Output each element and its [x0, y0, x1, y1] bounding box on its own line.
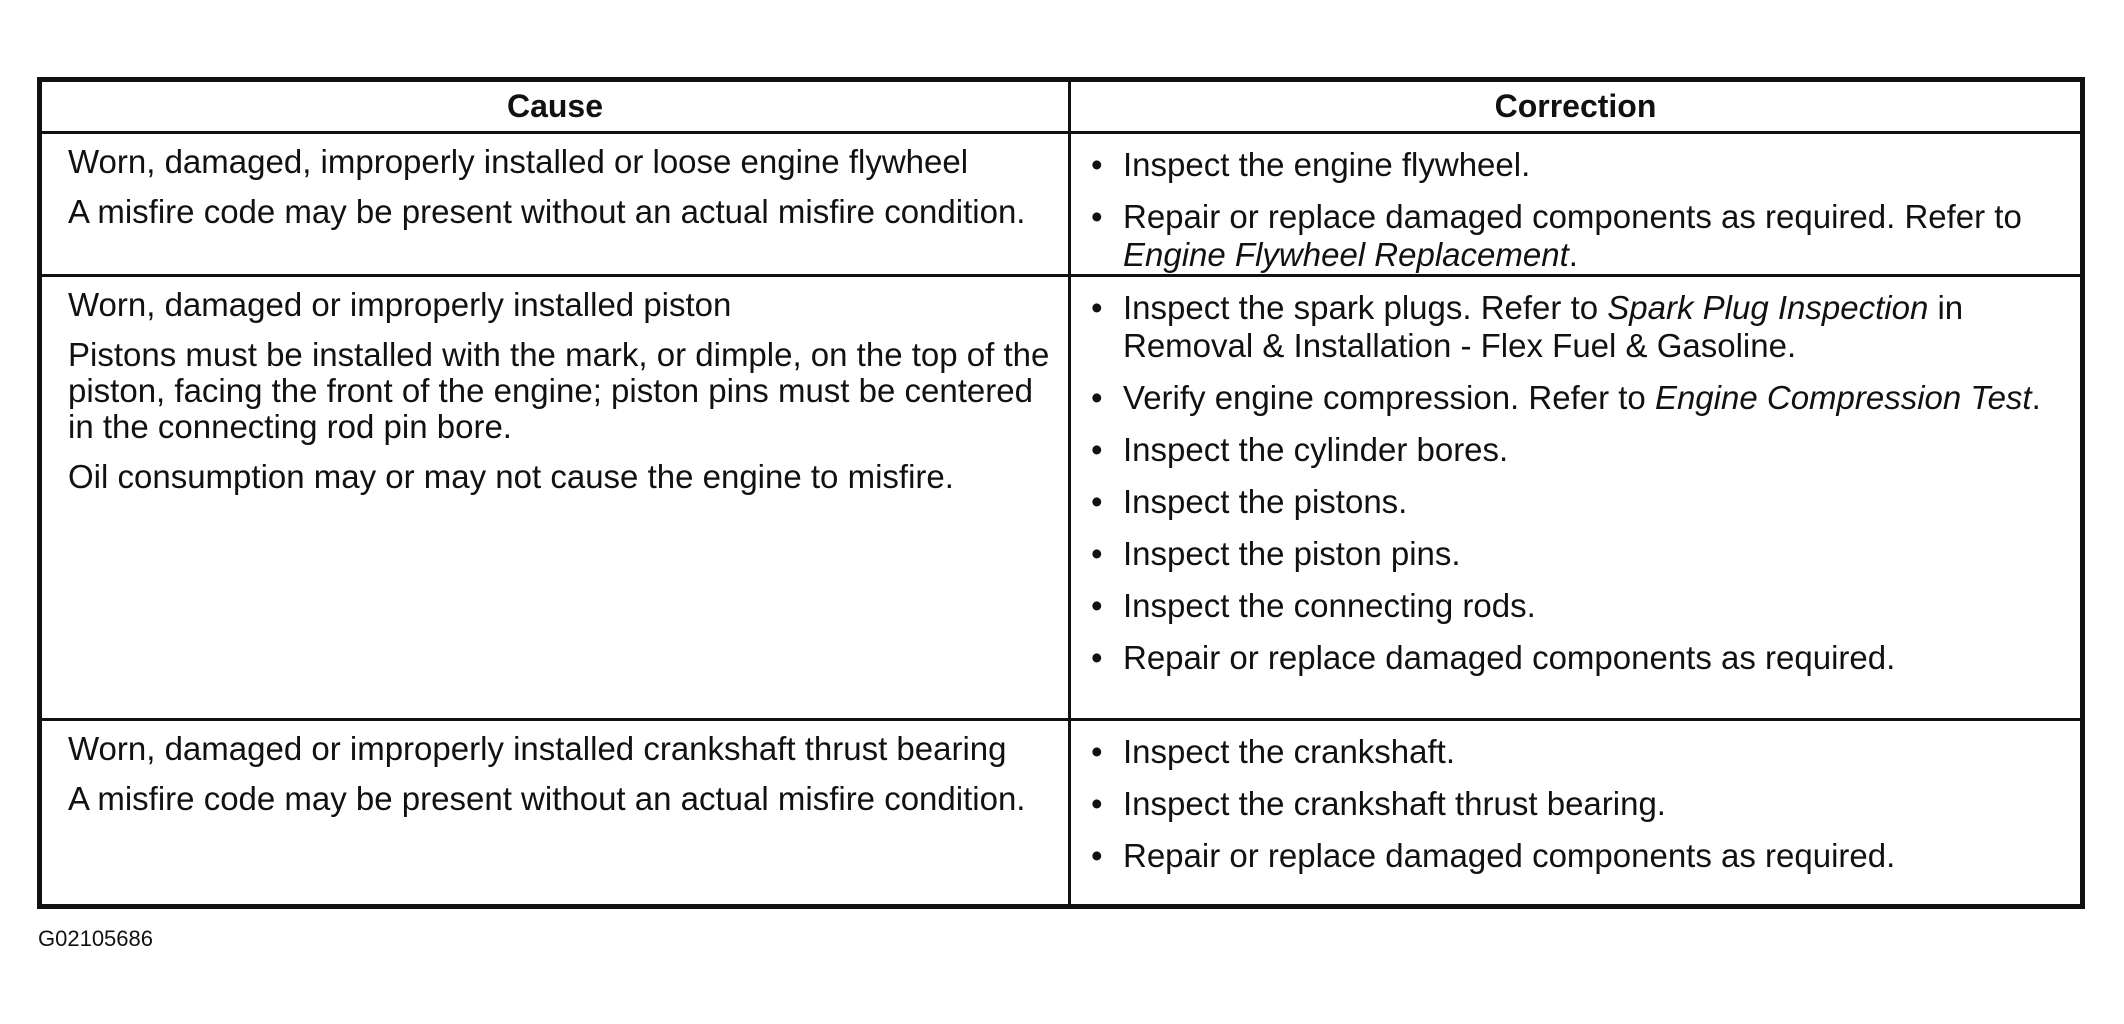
header-correction: Correction [1071, 82, 2080, 134]
correction-text: Repair or replace damaged components as required. [1123, 639, 1896, 676]
correction-text: Repair or replace damaged components as required. Refer to [1123, 198, 2022, 235]
correction-text: Inspect the engine flywheel. [1123, 146, 1531, 183]
correction-cell-piston [1071, 277, 2080, 721]
correction-list [1091, 146, 2070, 274]
correction-cell-flywheel [1071, 134, 2080, 277]
bullet-icon: • [1091, 587, 1103, 624]
correction-item [1091, 379, 2070, 417]
bullet-icon: • [1091, 733, 1103, 770]
reference-link: Spark Plug Inspection [1607, 289, 1929, 326]
figure-id: G02105686 [38, 926, 153, 951]
cause-title: Worn, damaged, improperly installed or loose engine flywheel [68, 143, 969, 180]
correction-item [1091, 146, 2070, 184]
reference-link: Engine Flywheel Replacement [1123, 236, 1569, 273]
bullet-icon: • [1091, 379, 1103, 416]
correction-suffix: . [1568, 236, 1578, 273]
cause-cell-piston [42, 277, 1071, 721]
cause-title: Worn, damaged or improperly installed piston [68, 286, 732, 323]
cause-note: Oil consumption may or may not cause the engine to misfire. [68, 458, 954, 495]
correction-cell-thrust-bearing [1071, 721, 2080, 904]
correction-item [1091, 198, 2070, 274]
cause-note: Pistons must be installed with the mark, or dimple, on the top of the piston, facing the front of the engine; piston pins must be centered in the connecting rod pin bore. [68, 336, 1050, 445]
cause-cell-flywheel [42, 134, 1071, 277]
bullet-icon: • [1091, 785, 1103, 822]
correction-item [1091, 837, 2070, 875]
correction-text: Inspect the crankshaft. [1123, 733, 1456, 770]
correction-text: Inspect the piston pins. [1123, 535, 1461, 572]
correction-text: Repair or replace damaged components as required. [1123, 837, 1896, 874]
correction-text: Inspect the crankshaft thrust bearing. [1123, 785, 1666, 822]
diagnostic-table [37, 77, 2085, 909]
bullet-icon: • [1091, 639, 1103, 676]
correction-suffix: . [2031, 379, 2041, 416]
bullet-icon: • [1091, 289, 1103, 326]
correction-suffix: in Removal & Installation - Flex Fuel & Gasoline. [1123, 289, 1964, 364]
cause-note: A misfire code may be present without an actual misfire condition. [68, 193, 1026, 230]
bullet-icon: • [1091, 483, 1103, 520]
correction-text: Inspect the pistons. [1123, 483, 1408, 520]
correction-list [1091, 289, 2070, 677]
cause-title: Worn, damaged or improperly installed crankshaft thrust bearing [68, 730, 1007, 767]
cause-note: A misfire code may be present without an actual misfire condition. [68, 780, 1026, 817]
correction-item [1091, 733, 2070, 771]
bullet-icon: • [1091, 837, 1103, 874]
cause-cell-thrust-bearing [42, 721, 1071, 904]
correction-list [1091, 733, 2070, 875]
correction-item [1091, 483, 2070, 521]
correction-item [1091, 785, 2070, 823]
bullet-icon: • [1091, 535, 1103, 572]
correction-item [1091, 587, 2070, 625]
reference-link: Engine Compression Test [1654, 379, 2032, 416]
correction-item [1091, 639, 2070, 677]
correction-item [1091, 289, 2070, 365]
header-cause: Cause [42, 82, 1071, 134]
correction-item [1091, 535, 2070, 573]
correction-text: Inspect the connecting rods. [1123, 587, 1536, 624]
bullet-icon: • [1091, 198, 1103, 235]
correction-item [1091, 431, 2070, 469]
correction-text: Inspect the spark plugs. Refer to [1123, 289, 1608, 326]
bullet-icon: • [1091, 431, 1103, 468]
correction-text: Inspect the cylinder bores. [1123, 431, 1509, 468]
bullet-icon: • [1091, 146, 1103, 183]
correction-text: Verify engine compression. Refer to [1123, 379, 1655, 416]
